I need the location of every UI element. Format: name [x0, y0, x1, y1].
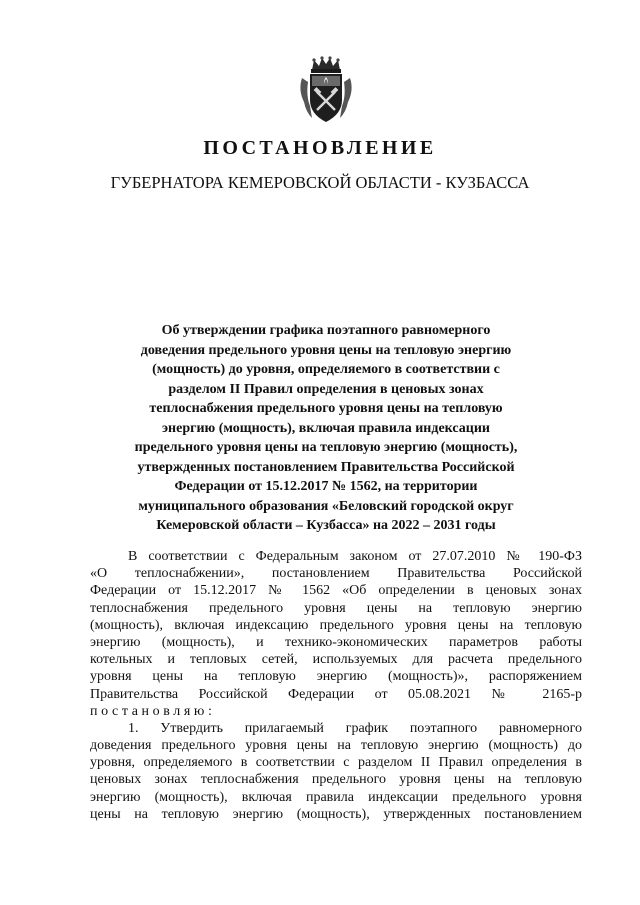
- document-subtitle: ГУБЕРНАТОРА КЕМЕРОВСКОЙ ОБЛАСТИ - КУЗБАССА: [110, 173, 530, 192]
- heading-line: Кемеровской области – Кузбасса» на 2022 – 2031 годы: [156, 518, 496, 533]
- heading-line: теплоснабжения предельного уровня цены на тепловую: [149, 401, 503, 416]
- body-line: 1. Утвердить прилагаемый график поэтапного равномерного: [128, 720, 582, 736]
- body-line: Федерации от 15.12.2017 № 1562 «Об определении в ценовых зонах: [90, 583, 582, 599]
- heading-line: (мощность) до уровня, определяемого в соответствии с: [152, 362, 500, 377]
- body-line: цены на тепловую энергию (мощность), утвержденных постановлением: [90, 806, 582, 822]
- resolution-heading: [108, 321, 544, 536]
- body-line: уровня, определяемого в соответствии с разделом II Правил определения в: [90, 755, 582, 771]
- body-line: В соответствии с Федеральным законом от 27.07.2010 № 190-ФЗ: [128, 549, 582, 564]
- body-line: котельных и тепловых сетей, используемых для расчета предельного: [90, 652, 582, 668]
- heading-line: разделом II Правил определения в ценовых зонах: [168, 381, 484, 397]
- heading-line: энергию (мощность), включая правила индексации: [162, 420, 490, 436]
- body-line: уровня цены на тепловую энергию (мощность)», распоряжением: [90, 669, 582, 685]
- decree-verb: постановляю:: [90, 703, 216, 719]
- heading-line: доведения предельного уровня цены на тепловую энергию: [140, 342, 512, 358]
- document-title: ПОСТАНОВЛЕНИЕ: [203, 137, 437, 159]
- kuzbass-coat-of-arms-icon: [298, 56, 354, 124]
- body-line: энергию (мощность), и технико-экономических параметров работы: [90, 634, 582, 650]
- heading-line: Федерации от 15.12.2017 № 1562, на территории: [174, 479, 478, 494]
- heading-line: предельного уровня цены на тепловую энергию (мощность),: [134, 440, 518, 455]
- heading-line: Об утверждении графика поэтапного равномерного: [161, 323, 491, 338]
- body-line: (мощность), включая индексацию предельного уровня цены на тепловую: [90, 617, 582, 633]
- heading-line: утвержденных постановлением Правительства Российской: [137, 459, 515, 475]
- heading-line: муниципального образования «Беловский городской округ: [138, 498, 514, 514]
- body-line: теплоснабжения предельного уровня цены на тепловую энергию: [90, 600, 582, 616]
- body-line: Правительства Российской Федерации от 05.08.2021 № 2165-р: [90, 686, 582, 702]
- body-line: доведения предельного уровня цены на тепловую энергию (мощность) до: [90, 738, 582, 754]
- document-body: [90, 548, 582, 823]
- body-line: энергию (мощность), включая правила индексации предельного уровня: [90, 789, 582, 805]
- body-line: «О теплоснабжении», постановлением Правительства Российской: [90, 566, 582, 582]
- body-line: ценовых зонах теплоснабжения предельного уровня цены на тепловую: [90, 772, 582, 788]
